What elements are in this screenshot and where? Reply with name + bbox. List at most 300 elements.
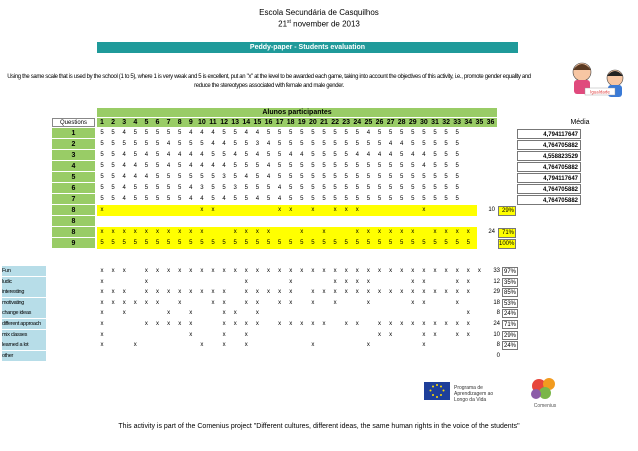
category-count: 29	[493, 289, 500, 296]
score-cell: 4	[122, 163, 126, 169]
score-cell: 5	[433, 185, 437, 191]
category-mark: x	[466, 331, 470, 338]
score-cell: 5	[355, 185, 359, 191]
category-mark: x	[433, 268, 437, 274]
category-mark: x	[389, 321, 393, 327]
category-mark: x	[389, 331, 393, 338]
category-mark: x	[311, 299, 315, 306]
score-cell: 3	[233, 185, 237, 191]
score-cell: 5	[266, 152, 271, 158]
category-percent: 85%	[503, 290, 516, 297]
score-cell: 5	[211, 185, 215, 191]
score-cell: 5	[133, 196, 137, 202]
score-cell: 5	[300, 141, 304, 147]
category-mark: x	[455, 321, 459, 327]
category-mark: x	[222, 299, 226, 306]
row8c-cell: x	[378, 229, 381, 235]
category-mark: x	[344, 278, 348, 285]
score-cell: 5	[100, 130, 104, 136]
score-cell: 5	[111, 196, 115, 202]
column-number: 12	[220, 119, 228, 126]
score-cell: 5	[166, 174, 171, 180]
score-cell: 5	[333, 141, 337, 147]
category-mark: x	[255, 268, 259, 274]
score-cell: 5	[344, 152, 348, 158]
score-cell: 5	[144, 141, 149, 147]
column-number: 3	[122, 119, 127, 126]
score-cell: 5	[433, 163, 437, 169]
svg-text:lgualdade: lgualdade	[590, 89, 610, 95]
score-cell: 5	[322, 163, 326, 169]
score-cell: 5	[166, 196, 171, 202]
score-cell: 5	[178, 196, 182, 202]
row9-cell: 5	[211, 240, 215, 246]
category-mark: x	[211, 289, 215, 296]
score-cell: 5	[144, 130, 149, 136]
category-label: Fun	[2, 266, 46, 276]
category-mark: x	[455, 268, 459, 274]
score-cell: 4	[166, 141, 171, 147]
row9-cell: 5	[100, 240, 104, 246]
category-mark: x	[289, 321, 293, 327]
category-mark: x	[255, 299, 259, 306]
score-cell: 4	[255, 130, 260, 136]
score-cell: 4	[189, 163, 193, 169]
score-cell: 5	[144, 185, 149, 191]
score-cell: 5	[300, 196, 304, 202]
score-cell: 5	[100, 163, 104, 169]
category-mark: x	[333, 278, 337, 285]
category-count: 8	[496, 310, 500, 317]
row9-cell: 5	[355, 240, 359, 246]
category-mark: x	[366, 278, 370, 285]
instructions-text: Using the same scale that is used by the school (1 to 5), where 1 is very weak and 5 is excellent, put an "x" at the level to be awarded each game, taking into account the objectives of this activity, i.e., promote gender equality and reduce the stereotypes associated with female and male gender.	[7, 74, 531, 89]
row8c-cell: x	[144, 229, 148, 235]
score-cell: 5	[400, 174, 404, 180]
score-cell: 5	[455, 196, 459, 202]
score-cell: 5	[244, 196, 248, 202]
row8-count: 10	[488, 207, 495, 213]
category-mark: x	[477, 268, 481, 274]
column-number: 27	[386, 119, 395, 126]
column-number: 20	[308, 119, 317, 126]
score-cell: 4	[144, 152, 149, 158]
score-cell: 5	[333, 130, 337, 136]
score-cell: 5	[355, 174, 359, 180]
score-cell: 5	[211, 174, 215, 180]
row9-cell: 5	[189, 240, 193, 246]
score-cell: 5	[144, 196, 149, 202]
column-number: 1	[100, 119, 104, 126]
category-mark: x	[100, 268, 104, 274]
score-cell: 5	[411, 130, 415, 136]
column-number: 4	[133, 119, 138, 126]
question-number: 8	[52, 216, 95, 227]
lifelong-learning-programme-logo	[424, 378, 520, 406]
score-cell: 4	[122, 174, 126, 180]
question-number: 1	[52, 128, 95, 139]
category-mark: x	[466, 310, 470, 317]
score-cell: 5	[289, 141, 293, 147]
category-mark: x	[411, 299, 415, 306]
svg-text:Comenius: Comenius	[533, 403, 557, 409]
score-cell: 5	[344, 130, 348, 136]
score-cell: 5	[289, 130, 293, 136]
category-mark: x	[144, 299, 148, 306]
row8-percent: 29%	[498, 206, 516, 216]
row9-cell: 5	[300, 240, 304, 246]
score-cell: 5	[344, 174, 348, 180]
score-cell: 5	[277, 152, 282, 158]
row8-cell: x	[422, 207, 426, 213]
row8c-cell: x	[255, 229, 259, 235]
category-mark: x	[200, 268, 204, 274]
column-number: 33	[453, 119, 462, 126]
category-mark: x	[233, 268, 237, 274]
score-cell: 5	[178, 130, 182, 136]
category-mark: x	[389, 268, 393, 274]
row8c-percent: 71%	[498, 228, 516, 238]
category-mark: x	[322, 268, 326, 274]
score-cell: 5	[444, 163, 448, 169]
column-number: 32	[442, 119, 450, 126]
category-mark: x	[211, 268, 215, 274]
column-number: 14	[242, 119, 251, 126]
column-number: 35	[475, 119, 484, 126]
category-mark: x	[189, 331, 193, 338]
average-value: 4,794117647	[517, 173, 581, 183]
score-cell: 4	[266, 163, 271, 169]
category-mark: x	[222, 289, 226, 296]
column-number: 26	[375, 119, 384, 126]
row9-cell: 5	[289, 240, 293, 246]
row9-cell: 5	[233, 240, 237, 246]
category-mark: x	[322, 289, 326, 296]
score-cell: 4	[266, 174, 271, 180]
score-cell: 5	[178, 141, 182, 147]
row9-cell: 5	[200, 240, 204, 246]
category-mark: x	[278, 321, 282, 327]
score-cell: 5	[266, 185, 271, 191]
score-cell: 5	[433, 196, 437, 202]
category-mark: x	[189, 268, 193, 274]
score-cell: 5	[155, 130, 160, 136]
row8-cell: x	[344, 207, 348, 213]
score-cell: 5	[344, 163, 348, 169]
row9-cell: 5	[155, 240, 160, 246]
column-number: 19	[297, 119, 306, 126]
row8c-cell: x	[444, 229, 448, 235]
category-mark: x	[178, 268, 182, 274]
score-cell: 5	[400, 196, 404, 202]
category-percent: 97%	[503, 269, 516, 275]
category-mark: x	[133, 342, 137, 349]
score-cell: 4	[411, 152, 415, 158]
category-mark: x	[444, 289, 448, 296]
category-mark: x	[200, 289, 204, 296]
score-cell: 5	[400, 163, 404, 169]
category-mark: x	[100, 342, 104, 349]
score-cell: 5	[333, 185, 337, 191]
score-cell: 4	[133, 163, 137, 169]
score-cell: 4	[178, 152, 182, 158]
score-cell: 5	[366, 163, 371, 169]
score-cell: 5	[333, 163, 337, 169]
score-cell: 5	[155, 196, 160, 202]
row8-cell: x	[289, 207, 293, 213]
category-mark: x	[444, 268, 448, 274]
score-cell: 5	[444, 130, 448, 136]
column-number: 31	[431, 119, 439, 126]
category-mark: x	[389, 289, 393, 296]
svg-text:Aprendizagem ao: Aprendizagem ao	[454, 391, 494, 397]
column-number: 16	[264, 119, 273, 126]
score-cell: 5	[111, 152, 115, 158]
category-mark: x	[378, 331, 381, 338]
score-cell: 5	[111, 130, 115, 136]
average-value: 4,764705882	[517, 195, 581, 205]
category-mark: x	[244, 321, 248, 327]
score-cell: 5	[444, 152, 448, 158]
score-cell: 4	[200, 196, 204, 202]
score-cell: 5	[211, 196, 215, 202]
category-mark: x	[100, 321, 104, 327]
average-value: 4,764705882	[517, 162, 581, 172]
score-cell: 5	[422, 174, 426, 180]
score-cell: 5	[311, 174, 315, 180]
row8-cell: x	[355, 207, 359, 213]
row9-cell: 5	[400, 240, 404, 246]
category-mark: x	[289, 299, 293, 306]
score-cell: 5	[155, 185, 160, 191]
row8c-cell: x	[389, 229, 393, 235]
row8-cell: x	[200, 207, 204, 213]
score-cell: 5	[322, 196, 326, 202]
category-mark: x	[167, 289, 171, 296]
score-cell: 4	[222, 163, 226, 169]
score-cell: 5	[455, 141, 459, 147]
score-cell: 5	[366, 174, 371, 180]
score-cell: 5	[411, 196, 415, 202]
comenius-logo	[525, 374, 565, 410]
score-cell: 5	[322, 141, 326, 147]
row9-cell: 5	[277, 240, 282, 246]
category-mark: x	[289, 278, 293, 285]
score-cell: 4	[244, 174, 248, 180]
column-number: 36	[486, 119, 495, 126]
score-cell: 4	[189, 185, 193, 191]
score-cell: 5	[455, 130, 459, 136]
score-cell: 4	[377, 152, 382, 158]
category-mark: x	[355, 268, 359, 274]
category-mark: x	[400, 289, 404, 296]
category-mark: x	[156, 321, 159, 327]
category-mark: x	[433, 331, 437, 338]
score-cell: 5	[178, 185, 182, 191]
score-cell: 5	[311, 130, 315, 136]
row9-cell: 5	[222, 240, 226, 246]
score-cell: 4	[200, 130, 204, 136]
score-cell: 5	[377, 185, 382, 191]
score-cell: 5	[100, 185, 104, 191]
score-cell: 5	[366, 185, 371, 191]
column-number: 29	[408, 119, 417, 126]
category-mark: x	[300, 321, 304, 327]
score-cell: 5	[144, 163, 149, 169]
row9-cell: 5	[266, 240, 271, 246]
score-cell: 5	[111, 163, 115, 169]
category-mark: x	[378, 268, 381, 274]
row9-cell: 5	[444, 240, 448, 246]
score-cell: 5	[422, 196, 426, 202]
category-mark: x	[189, 310, 193, 317]
column-number: 13	[231, 119, 240, 126]
category-mark: x	[422, 278, 426, 285]
score-cell: 5	[155, 152, 160, 158]
score-cell: 5	[277, 141, 282, 147]
category-mark: x	[267, 289, 270, 296]
row9-cell: 5	[111, 240, 115, 246]
row8c-cell: x	[267, 229, 270, 235]
column-number: 8	[177, 119, 182, 126]
category-mark: x	[122, 310, 126, 317]
score-cell: 5	[166, 130, 171, 136]
row9-cell: 5	[388, 240, 393, 246]
category-mark: x	[466, 289, 470, 296]
score-cell: 4	[300, 152, 304, 158]
category-mark: x	[422, 331, 426, 338]
category-percent: 53%	[503, 300, 516, 307]
score-cell: 5	[233, 196, 237, 202]
score-cell: 5	[411, 174, 415, 180]
row9-cell: 5	[333, 240, 337, 246]
category-mark: x	[344, 268, 348, 274]
category-mark: x	[278, 299, 282, 306]
score-cell: 5	[133, 130, 137, 136]
row9-cell: 5	[178, 240, 182, 246]
score-cell: 5	[222, 130, 226, 136]
question-number: 4	[52, 161, 95, 172]
row9-cell: 5	[411, 240, 415, 246]
category-mark: x	[167, 268, 171, 274]
average-value: 4,764705882	[517, 140, 581, 150]
score-cell: 4	[211, 141, 215, 147]
score-cell: 4	[277, 196, 282, 202]
score-cell: 4	[122, 130, 126, 136]
score-cell: 5	[300, 174, 304, 180]
score-cell: 4	[289, 152, 293, 158]
column-number: 23	[342, 119, 351, 126]
row8c-cell: x	[156, 229, 159, 235]
score-cell: 5	[355, 141, 359, 147]
score-cell: 5	[244, 163, 248, 169]
score-cell: 5	[166, 185, 171, 191]
category-mark: x	[278, 289, 282, 296]
category-mark: x	[167, 321, 171, 327]
category-mark: x	[100, 331, 104, 338]
score-cell: 5	[289, 174, 293, 180]
score-cell: 5	[433, 130, 437, 136]
column-number: 30	[419, 119, 428, 126]
score-cell: 5	[189, 141, 193, 147]
score-cell: 5	[233, 130, 237, 136]
score-cell: 5	[222, 185, 226, 191]
category-mark: x	[455, 331, 459, 338]
row8c-cell: x	[233, 229, 237, 235]
row9-percent: 100%	[499, 241, 515, 247]
score-cell: 3	[222, 174, 226, 180]
score-cell: 4	[277, 185, 282, 191]
row8c-cell: x	[244, 229, 248, 235]
category-mark: x	[289, 268, 293, 274]
score-cell: 5	[233, 163, 237, 169]
category-mark: x	[300, 268, 304, 274]
score-cell: 5	[266, 196, 271, 202]
question-number: 6	[52, 183, 95, 194]
category-mark: x	[366, 342, 370, 349]
score-cell: 4	[266, 141, 271, 147]
category-count: 10	[493, 331, 500, 338]
score-cell: 4	[122, 185, 126, 191]
category-mark: x	[100, 310, 104, 317]
score-cell: 5	[344, 185, 348, 191]
category-mark: x	[244, 278, 248, 285]
score-cell: 4	[422, 152, 426, 158]
category-label: motivating	[2, 298, 46, 308]
score-cell: 5	[133, 185, 137, 191]
score-cell: 5	[244, 152, 248, 158]
category-mark: x	[167, 310, 171, 317]
category-mark: x	[233, 310, 237, 317]
score-cell: 5	[289, 196, 293, 202]
score-cell: 4	[166, 163, 171, 169]
question-number: 9	[52, 238, 95, 249]
category-mark: x	[222, 342, 226, 349]
score-cell: 5	[366, 196, 371, 202]
category-mark: x	[433, 289, 437, 296]
score-cell: 4	[200, 163, 204, 169]
score-cell: 5	[400, 185, 404, 191]
category-label: other	[2, 351, 46, 361]
category-percent: 24%	[503, 311, 516, 318]
score-cell: 5	[433, 141, 437, 147]
score-cell: 5	[255, 174, 260, 180]
category-mark: x	[278, 268, 282, 274]
score-cell: 5	[444, 174, 448, 180]
row8c-cell: x	[455, 229, 459, 235]
column-number: 2	[111, 119, 116, 126]
category-mark: x	[422, 299, 426, 306]
column-number: 18	[286, 119, 295, 126]
score-cell: 5	[111, 141, 115, 147]
category-label: different approach	[2, 319, 46, 329]
score-cell: 5	[289, 163, 293, 169]
category-mark: x	[200, 342, 204, 349]
row8c-cell: x	[355, 229, 359, 235]
row8c-cell: x	[466, 229, 470, 235]
row8c-cell: x	[122, 229, 126, 235]
score-cell: 5	[377, 163, 382, 169]
column-number: 9	[188, 119, 193, 126]
svg-text:Programa de: Programa de	[454, 385, 483, 391]
row9-cell: 5	[377, 240, 382, 246]
category-mark: x	[255, 310, 259, 317]
category-mark: x	[444, 321, 448, 327]
row9-cell: 5	[122, 240, 126, 246]
score-cell: 5	[155, 163, 160, 169]
row8c-cell: x	[411, 229, 415, 235]
category-mark: x	[311, 268, 315, 274]
